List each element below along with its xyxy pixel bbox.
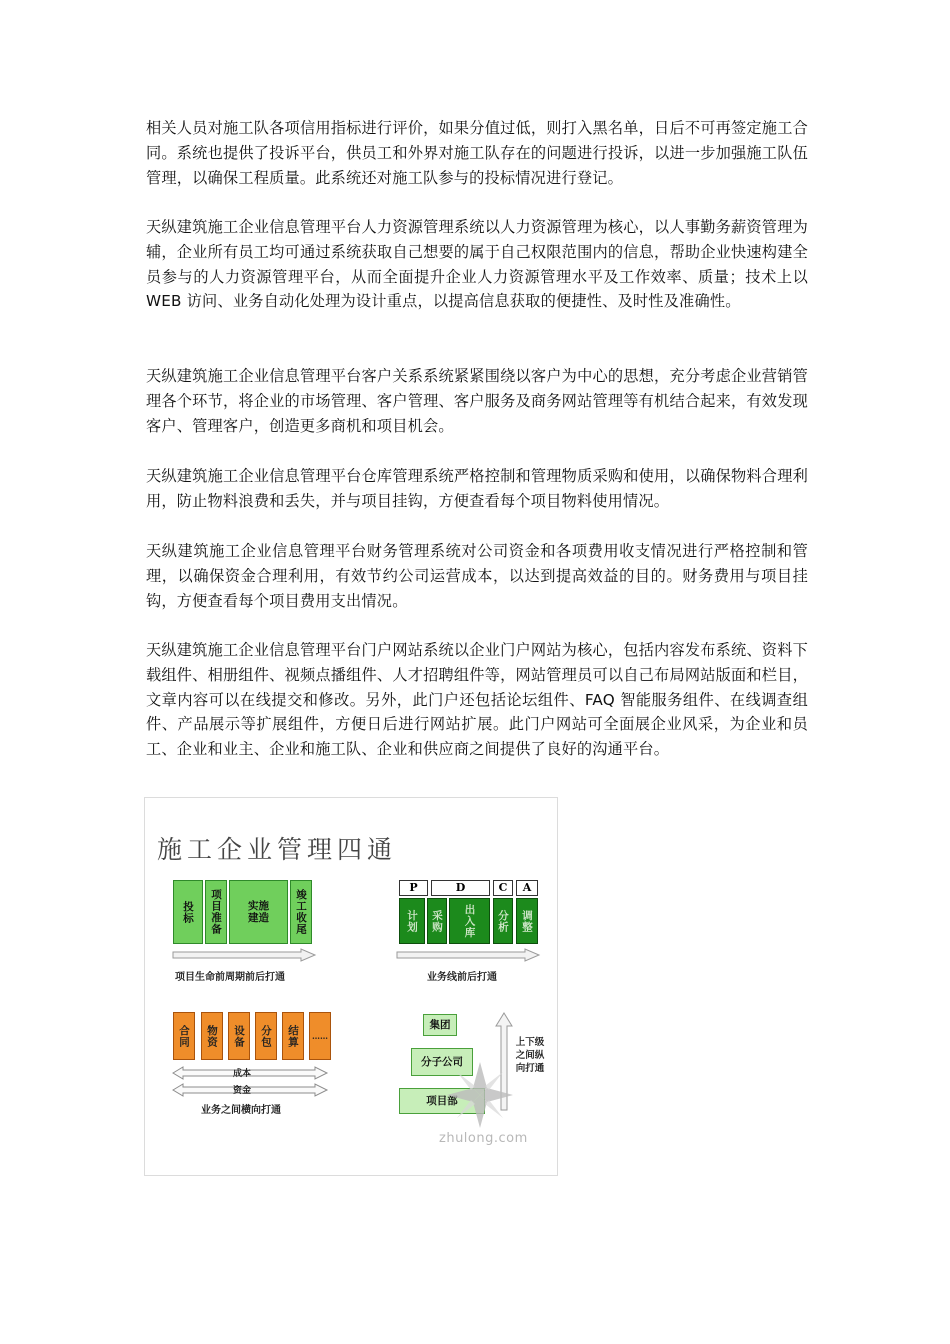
pdca-box-adjust: 调整 [516, 898, 538, 944]
lifecycle-box-finish: 竣工收尾 [290, 880, 312, 944]
paragraph-2: 天纵建筑施工企业信息管理平台人力资源管理系统以人力资源管理为核心，以人事勤务薪资管理为辅，企业所有员工均可通过系统获取自己想要的属于自己权限范围内的信息，帮助企业快速构建全员参与的人力资源管理平台，从而全面提升企业人力资源管理水平及工作效率、质量；技术上以 WEB 访问、业务自动化处理为设计重点，以提高信息获取的便捷性、及时性及准确性。 [146, 218, 808, 311]
pdca-box-purchase: 采购 [427, 898, 447, 944]
pdca-caption: 业务线前后打通 [427, 972, 497, 983]
horizontal-box-subcontract: 分包 [255, 1012, 277, 1060]
watermark-logo [445, 1060, 515, 1130]
four-connections-figure [144, 797, 558, 1176]
figure-title: 施工企业管理四通 [157, 835, 398, 864]
pdca-box-plan: 计划 [399, 898, 425, 944]
lifecycle-box-bid: 投标 [173, 880, 203, 944]
paragraph-4: 天纵建筑施工企业信息管理平台仓库管理系统严格控制和管理物质采购和使用，以确保物料合理利用，防止物料浪费和丢失，并与项目挂钩，方便查看每个项目物料使用情况。 [146, 467, 808, 510]
lifecycle-arrow [171, 948, 317, 962]
pdca-header-a: A [516, 880, 538, 896]
horizontal-box-more: …… [309, 1012, 331, 1060]
horizontal-box-equipment: 设备 [228, 1012, 250, 1060]
pdca-header-d: D [431, 880, 490, 896]
vertical-label: 上下级之间纵向打通 [515, 1037, 545, 1074]
paragraph-5: 天纵建筑施工企业信息管理平台财务管理系统对公司资金和各项费用收支情况进行严格控制和管理，以确保资金合理利用，有效节约公司运营成本，以达到提高效益的目的。财务费用与项目挂钩，方便查看每个项目费用支出情况。 [146, 542, 808, 610]
vertical-level-subsidiary: 分子公司 [411, 1048, 473, 1076]
pdca-box-analyze: 分析 [493, 898, 513, 944]
pdca-arrow [395, 948, 541, 962]
paragraph-3: 天纵建筑施工企业信息管理平台客户关系系统紧紧围绕以客户为中心的思想，充分考虑企业营销管理各个环节，将企业的市场管理、客户管理、客户服务及商务网站管理等有机结合起来，有效发现客户、管理客户，创造更多商机和项目机会。 [146, 367, 808, 435]
vertical-level-project: 项目部 [399, 1088, 485, 1114]
horizontal-box-settlement: 结算 [282, 1012, 304, 1060]
band-cost-label: 成本 [233, 1069, 252, 1079]
watermark-text: zhulong.com [439, 1131, 528, 1146]
lifecycle-box-build: 实施建造 [229, 880, 288, 944]
band-capital-label: 资金 [233, 1086, 252, 1096]
pdca-box-inout: 出入库 [449, 898, 490, 944]
horizontal-caption: 业务之间横向打通 [201, 1105, 281, 1116]
pdca-header-p: P [399, 880, 428, 896]
lifecycle-box-prep: 项目准备 [205, 880, 227, 944]
vertical-level-group: 集团 [423, 1014, 457, 1036]
lifecycle-caption: 项目生命前周期前后打通 [175, 972, 285, 983]
horizontal-box-material: 物资 [201, 1012, 223, 1060]
horizontal-box-contract: 合同 [173, 1012, 195, 1060]
paragraph-1: 相关人员对施工队各项信用指标进行评价，如果分值过低，则打入黑名单，日后不可再签定施工合同。系统也提供了投诉平台，供员工和外界对施工队存在的问题进行投诉，以进一步加强施工队伍管理，以确保工程质量。此系统还对施工队参与的投标情况进行登记。 [146, 119, 808, 187]
paragraph-6: 天纵建筑施工企业信息管理平台门户网站系统以企业门户网站为核心，包括内容发布系统、资料下载组件、相册组件、视频点播组件、人才招聘组件等，网站管理员可以自己布局网站版面和栏目，文章内容可以在线提交和修改。另外，此门户还包括论坛组件、FAQ 智能服务组件、在线调查组件、产品展示等扩展组件，方便日后进行网站扩展。此门户网站可全面展企业风采，为企业和员工、企业和业主、企业和施工队、企业和供应商之间提供了良好的沟通平台。 [146, 641, 808, 759]
pdca-header-c: C [493, 880, 513, 896]
